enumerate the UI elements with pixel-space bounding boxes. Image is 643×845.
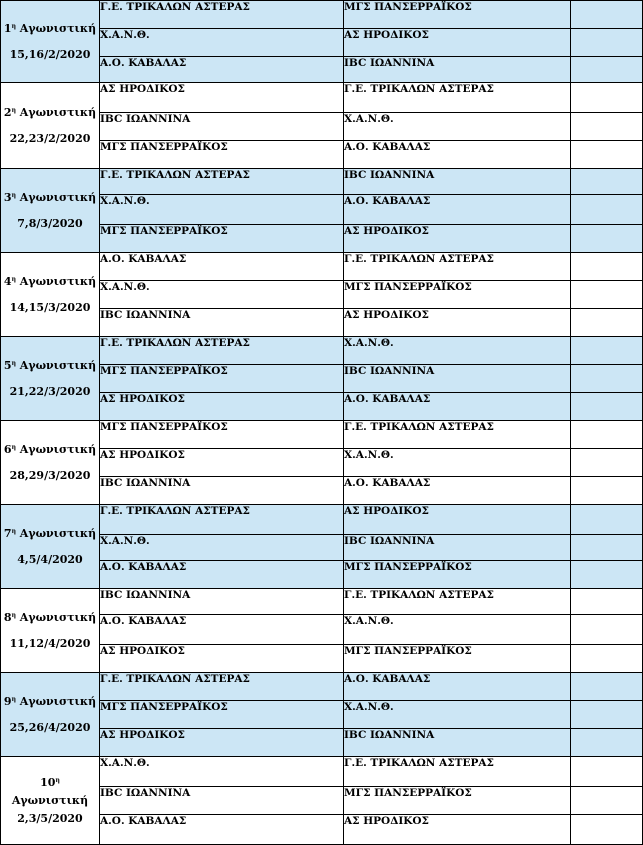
home-team: ΑΣ ΗΡΟΔΙΚΟΣ <box>100 393 344 421</box>
score-cell <box>571 729 643 757</box>
round-word: Αγωνιστική <box>19 358 97 372</box>
away-team: ΜΓΣ ΠΑΝΣΕΡΡΑΪΚΟΣ <box>344 645 571 673</box>
away-team: Χ.Α.Ν.Θ. <box>344 615 571 645</box>
away-team: ΜΓΣ ΠΑΝΣΕΡΡΑΪΚΟΣ <box>344 281 571 309</box>
away-team: IBC ΙΩΑΝΝΙΝΑ <box>344 57 571 83</box>
match-row <box>1 1 643 29</box>
match-row <box>1 83 643 113</box>
away-team: Χ.Α.Ν.Θ. <box>344 337 571 365</box>
home-team: Α.Ο. ΚΑΒΑΛΑΣ <box>100 615 344 645</box>
score-cell <box>571 57 643 83</box>
schedule-body <box>1 1 643 845</box>
home-team: ΑΣ ΗΡΟΔΙΚΟΣ <box>100 83 344 113</box>
round-title <box>1 689 99 715</box>
round-number: 10 <box>40 775 56 789</box>
round-dates: 25,26/4/2020 <box>9 720 91 734</box>
score-cell <box>571 535 643 561</box>
away-team: Χ.Α.Ν.Θ. <box>344 449 571 477</box>
round-title <box>1 774 99 792</box>
home-team: ΜΓΣ ΠΑΝΣΕΡΡΑΪΚΟΣ <box>100 701 344 729</box>
round-label-cell <box>1 589 100 673</box>
away-team: Α.Ο. ΚΑΒΑΛΑΣ <box>344 141 571 169</box>
round-number: 6 <box>3 442 12 456</box>
round-dates: 28,29/3/2020 <box>9 468 91 482</box>
round-word: Αγωνιστική <box>19 442 97 456</box>
away-team: ΜΓΣ ΠΑΝΣΕΡΡΑΪΚΟΣ <box>344 561 571 589</box>
match-row <box>1 169 643 195</box>
match-row <box>1 337 643 365</box>
round-word: Αγωνιστική <box>19 694 97 708</box>
home-team: Γ.Ε. ΤΡΙΚΑΛΩΝ ΑΣΤΕΡΑΣ <box>100 169 344 195</box>
away-team: IBC ΙΩΑΝΝΙΝΑ <box>344 169 571 195</box>
home-team: Α.Ο. ΚΑΒΑΛΑΣ <box>100 57 344 83</box>
round-number: 4 <box>3 274 12 288</box>
away-team: IBC ΙΩΑΝΝΙΝΑ <box>344 365 571 393</box>
home-team: Γ.Ε. ΤΡΙΚΑΛΩΝ ΑΣΤΕΡΑΣ <box>100 505 344 535</box>
away-team: Γ.Ε. ΤΡΙΚΑΛΩΝ ΑΣΤΕΡΑΣ <box>344 589 571 615</box>
ordinal-suffix: η <box>11 191 16 199</box>
home-team: Χ.Α.Ν.Θ. <box>100 29 344 57</box>
match-row <box>1 421 643 449</box>
round-dates: 2,3/5/2020 <box>17 811 83 825</box>
match-row <box>1 673 643 701</box>
home-team: Γ.Ε. ΤΡΙΚΑΛΩΝ ΑΣΤΕΡΑΣ <box>100 1 344 29</box>
score-cell <box>571 701 643 729</box>
home-team: Γ.Ε. ΤΡΙΚΑΛΩΝ ΑΣΤΕΡΑΣ <box>100 337 344 365</box>
score-cell <box>571 365 643 393</box>
round-label-cell <box>1 673 100 757</box>
round-word: Αγωνιστική <box>11 793 89 807</box>
round-label-cell <box>1 1 100 83</box>
home-team: Γ.Ε. ΤΡΙΚΑΛΩΝ ΑΣΤΕΡΑΣ <box>100 673 344 701</box>
home-team: ΑΣ ΗΡΟΔΙΚΟΣ <box>100 729 344 757</box>
away-team: ΑΣ ΗΡΟΔΙΚΟΣ <box>344 505 571 535</box>
away-team: Χ.Α.Ν.Θ. <box>344 113 571 141</box>
home-team: ΑΣ ΗΡΟΔΙΚΟΣ <box>100 645 344 673</box>
score-cell <box>571 195 643 225</box>
round-label-cell <box>1 253 100 337</box>
round-word-line <box>1 792 99 810</box>
score-cell <box>571 1 643 29</box>
home-team: IBC ΙΩΑΝΝΙΝΑ <box>100 113 344 141</box>
round-number: 9 <box>3 694 12 708</box>
home-team: ΜΓΣ ΠΑΝΣΕΡΡΑΪΚΟΣ <box>100 365 344 393</box>
round-number: 1 <box>3 21 12 35</box>
match-row <box>1 505 643 535</box>
home-team: ΜΓΣ ΠΑΝΣΕΡΡΑΪΚΟΣ <box>100 141 344 169</box>
score-cell <box>571 645 643 673</box>
away-team: ΑΣ ΗΡΟΔΙΚΟΣ <box>344 309 571 337</box>
away-team: IBC ΙΩΑΝΝΙΝΑ <box>344 535 571 561</box>
ordinal-suffix: η <box>11 106 16 114</box>
home-team: Α.Ο. ΚΑΒΑΛΑΣ <box>100 815 344 845</box>
score-cell <box>571 393 643 421</box>
score-cell <box>571 141 643 169</box>
round-title <box>1 353 99 379</box>
score-cell <box>571 83 643 113</box>
ordinal-suffix: η <box>11 695 16 703</box>
round-dates: 4,5/4/2020 <box>17 552 83 566</box>
round-title <box>1 605 99 631</box>
home-team: ΜΓΣ ΠΑΝΣΕΡΡΑΪΚΟΣ <box>100 225 344 253</box>
away-team: ΜΓΣ ΠΑΝΣΕΡΡΑΪΚΟΣ <box>344 1 571 29</box>
ordinal-suffix: η <box>11 359 16 367</box>
round-label-cell <box>1 421 100 505</box>
score-cell <box>571 673 643 701</box>
score-cell <box>571 421 643 449</box>
round-dates: 7,8/3/2020 <box>17 216 83 230</box>
round-dates: 21,22/3/2020 <box>9 384 91 398</box>
score-cell <box>571 29 643 57</box>
round-label-cell <box>1 757 100 845</box>
round-title <box>1 269 99 295</box>
round-label-cell <box>1 505 100 589</box>
away-team: Γ.Ε. ΤΡΙΚΑΛΩΝ ΑΣΤΕΡΑΣ <box>344 83 571 113</box>
match-row <box>1 253 643 281</box>
away-team: Γ.Ε. ΤΡΙΚΑΛΩΝ ΑΣΤΕΡΑΣ <box>344 757 571 787</box>
round-number: 7 <box>3 526 12 540</box>
round-title <box>1 521 99 547</box>
home-team: Χ.Α.Ν.Θ. <box>100 281 344 309</box>
round-dates: 14,15/3/2020 <box>9 300 91 314</box>
round-label-cell <box>1 83 100 169</box>
away-team: IBC ΙΩΑΝΝΙΝΑ <box>344 729 571 757</box>
score-cell <box>571 815 643 845</box>
score-cell <box>571 169 643 195</box>
score-cell <box>571 337 643 365</box>
score-cell <box>571 449 643 477</box>
away-team: Α.Ο. ΚΑΒΑΛΑΣ <box>344 673 571 701</box>
match-row <box>1 757 643 787</box>
score-cell <box>571 281 643 309</box>
ordinal-suffix: η <box>11 275 16 283</box>
score-cell <box>571 505 643 535</box>
away-team: ΑΣ ΗΡΟΔΙΚΟΣ <box>344 815 571 845</box>
home-team: Α.Ο. ΚΑΒΑΛΑΣ <box>100 561 344 589</box>
round-number: 3 <box>3 190 12 204</box>
round-title <box>1 16 99 42</box>
round-word: Αγωνιστική <box>19 274 97 288</box>
away-team: ΑΣ ΗΡΟΔΙΚΟΣ <box>344 225 571 253</box>
round-number: 5 <box>3 358 12 372</box>
away-team: Α.Ο. ΚΑΒΑΛΑΣ <box>344 477 571 505</box>
home-team: ΑΣ ΗΡΟΔΙΚΟΣ <box>100 449 344 477</box>
home-team: IBC ΙΩΑΝΝΙΝΑ <box>100 589 344 615</box>
round-word: Αγωνιστική <box>19 526 97 540</box>
away-team: Γ.Ε. ΤΡΙΚΑΛΩΝ ΑΣΤΕΡΑΣ <box>344 421 571 449</box>
ordinal-suffix: η <box>11 22 16 30</box>
home-team: IBC ΙΩΑΝΝΙΝΑ <box>100 787 344 815</box>
home-team: Χ.Α.Ν.Θ. <box>100 535 344 561</box>
home-team: Χ.Α.Ν.Θ. <box>100 195 344 225</box>
round-dates: 22,23/2/2020 <box>9 131 91 145</box>
score-cell <box>571 561 643 589</box>
away-team: Γ.Ε. ΤΡΙΚΑΛΩΝ ΑΣΤΕΡΑΣ <box>344 253 571 281</box>
away-team: ΜΓΣ ΠΑΝΣΕΡΡΑΪΚΟΣ <box>344 787 571 815</box>
home-team: Α.Ο. ΚΑΒΑΛΑΣ <box>100 253 344 281</box>
round-label-cell <box>1 169 100 253</box>
score-cell <box>571 615 643 645</box>
score-cell <box>571 225 643 253</box>
score-cell <box>571 787 643 815</box>
round-number: 2 <box>3 105 12 119</box>
score-cell <box>571 309 643 337</box>
away-team: Χ.Α.Ν.Θ. <box>344 701 571 729</box>
away-team: ΑΣ ΗΡΟΔΙΚΟΣ <box>344 29 571 57</box>
round-title <box>1 185 99 211</box>
home-team: Χ.Α.Ν.Θ. <box>100 757 344 787</box>
ordinal-suffix: η <box>11 443 16 451</box>
ordinal-suffix: η <box>11 527 16 535</box>
score-cell <box>571 253 643 281</box>
round-title <box>1 100 99 126</box>
score-cell <box>571 757 643 787</box>
ordinal-suffix: η <box>55 776 60 784</box>
ordinal-suffix: η <box>11 611 16 619</box>
round-word: Αγωνιστική <box>19 190 97 204</box>
away-team: Α.Ο. ΚΑΒΑΛΑΣ <box>344 393 571 421</box>
away-team: Α.Ο. ΚΑΒΑΛΑΣ <box>344 195 571 225</box>
round-word: Αγωνιστική <box>19 610 97 624</box>
round-dates: 15,16/2/2020 <box>9 47 91 61</box>
round-title <box>1 437 99 463</box>
round-label-cell <box>1 337 100 421</box>
round-word: Αγωνιστική <box>19 105 97 119</box>
match-row <box>1 589 643 615</box>
home-team: IBC ΙΩΑΝΝΙΝΑ <box>100 477 344 505</box>
home-team: ΜΓΣ ΠΑΝΣΕΡΡΑΪΚΟΣ <box>100 421 344 449</box>
score-cell <box>571 113 643 141</box>
score-cell <box>571 477 643 505</box>
round-dates: 11,12/4/2020 <box>9 636 91 650</box>
home-team: IBC ΙΩΑΝΝΙΝΑ <box>100 309 344 337</box>
score-cell <box>571 589 643 615</box>
round-number: 8 <box>3 610 12 624</box>
round-word: Αγωνιστική <box>19 21 97 35</box>
